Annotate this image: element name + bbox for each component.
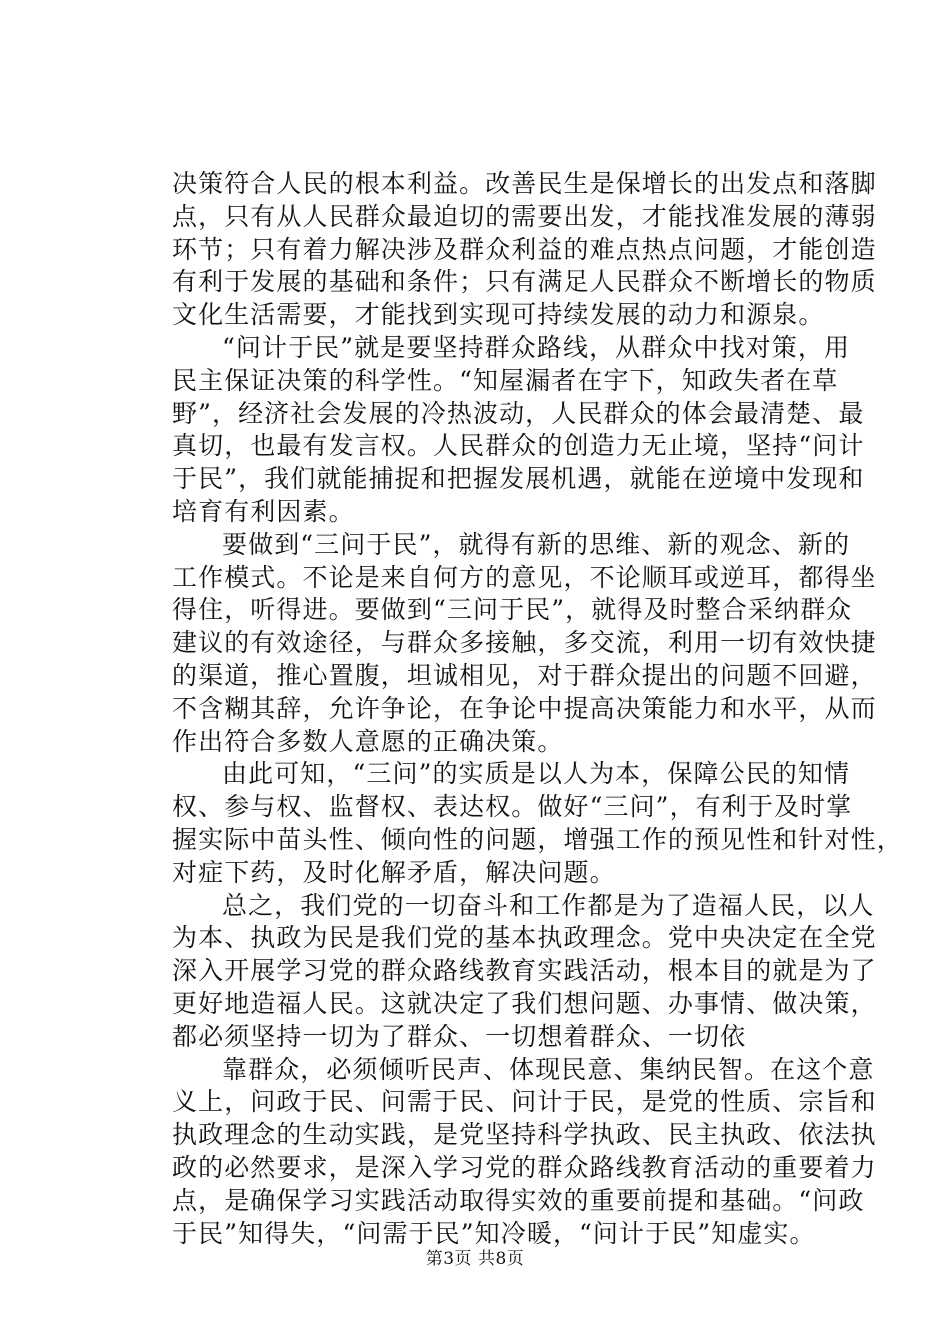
text-line: 政的必然要求，是深入学习党的群众路线教育活动的重要着力 — [172, 1152, 877, 1182]
text-line: 由此可知，“三问”的实质是以人为本，保障公民的知情 — [222, 759, 851, 789]
text-line: 得住，听得进。要做到“三问于民”，就得及时整合采纳群众 — [172, 595, 853, 625]
document-body — [172, 168, 903, 1250]
text-line: 都必须坚持一切为了群众、一切想着群众、一切依 — [172, 1021, 747, 1051]
text-line: 点，只有从人民群众最迫切的需要出发，才能找准发展的薄弱 — [172, 201, 877, 231]
text-line: 决策符合人民的根本利益。改善民生是保增长的出发点和落脚 — [172, 169, 877, 198]
paragraph — [172, 168, 877, 332]
text-line: “问计于民”就是要坚持群众路线，从群众中找对策，用 — [222, 332, 851, 362]
text-line: 建议的有效途径，与群众多接触，多交流，利用一切有效快捷 — [172, 628, 877, 658]
text-line: 深入开展学习党的群众路线教育实践活动，根本目的就是为了 — [172, 956, 877, 986]
text-line: 对症下药，及时化解矛盾，解决问题。 — [172, 857, 616, 887]
text-line: 于民”，我们就能捕捉和把握发展机遇，就能在逆境中发现和 — [172, 464, 865, 494]
text-line: 作出符合多数人意愿的正确决策。 — [172, 726, 564, 756]
text-line: 真切，也最有发言权。人民群众的创造力无止境，坚持“问计 — [172, 431, 865, 461]
text-line: 靠群众，必须倾听民声、体现民意、集纳民智。在这个意 — [222, 1054, 875, 1084]
text-line: 权、参与权、监督权、表达权。做好“三问”，有利于及时掌 — [172, 792, 853, 822]
text-line: 于民”知得失，“问需于民”知冷暖，“问计于民”知虚实。 — [172, 1218, 816, 1248]
text-line: 要做到“三问于民”，就得有新的思维、新的观念、新的 — [222, 529, 851, 559]
paragraph — [172, 1054, 877, 1251]
paragraph — [172, 332, 865, 529]
text-line: 环节；只有着力解决涉及群众利益的难点热点问题，才能创造 — [172, 234, 877, 264]
paragraph — [172, 758, 903, 889]
text-line: 野”，经济社会发展的冷热波动，人民群众的体会最清楚、最 — [172, 398, 865, 428]
text-line: 不含糊其辞，允许争论，在争论中提高决策能力和水平，从而 — [172, 693, 877, 723]
text-line: 点，是确保学习实践活动取得实效的重要前提和基础。“问政 — [172, 1185, 865, 1215]
text-line: 执政理念的生动实践，是党坚持科学执政、民主执政、依法执 — [172, 1120, 877, 1150]
page-footer: 第3页 共8页 — [425, 1249, 525, 1269]
text-line: 握实际中苗头性、倾向性的问题，增强工作的预见性和针对性， — [172, 824, 903, 854]
paragraph — [172, 890, 877, 1054]
text-line: 为本、执政为民是我们党的基本执政理念。党中央决定在全党 — [172, 923, 877, 953]
text-line: 文化生活需要，才能找到实现可持续发展的动力和源泉。 — [172, 300, 825, 330]
text-line: 工作模式。不论是来自何方的意见，不论顺耳或逆耳，都得坐 — [172, 562, 877, 592]
text-line: 总之，我们党的一切奋斗和工作都是为了造福人民，以人 — [222, 890, 875, 920]
paragraph — [172, 529, 877, 759]
text-line: 更好地造福人民。这就决定了我们想问题、办事情、做决策， — [172, 988, 877, 1018]
text-line: 的渠道，推心置腹，坦诚相见，对于群众提出的问题不回避， — [172, 660, 877, 690]
text-line: 义上，问政于民、问需于民、问计于民，是党的性质、宗旨和 — [172, 1087, 877, 1117]
text-line: 有利于发展的基础和条件；只有满足人民群众不断增长的物质 — [172, 267, 877, 297]
text-line: 民主保证决策的科学性。“知屋漏者在宇下，知政失者在草 — [172, 365, 839, 395]
text-line: 培育有利因素。 — [172, 496, 355, 526]
